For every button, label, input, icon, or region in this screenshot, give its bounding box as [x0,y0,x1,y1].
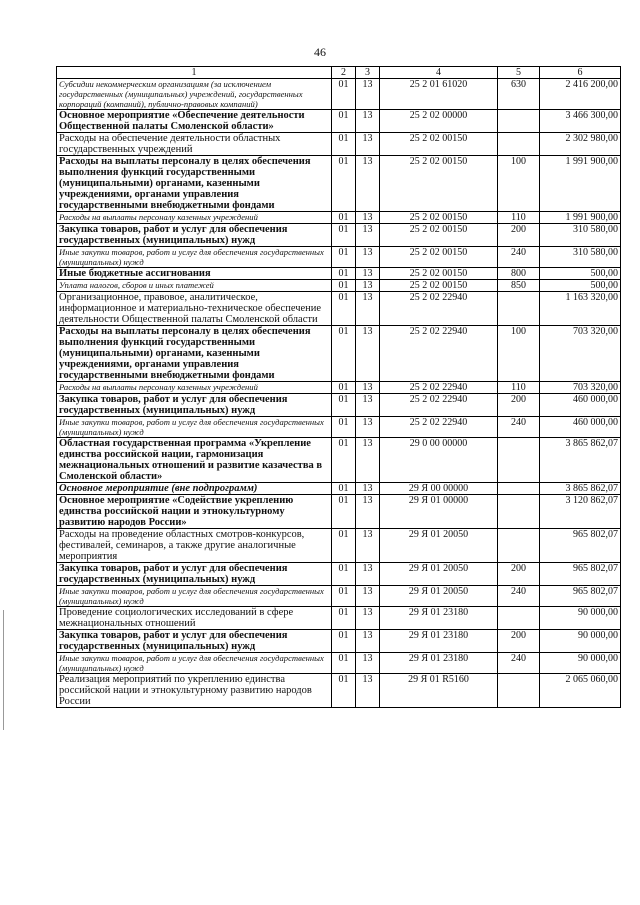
target-code-cell: 25 2 02 22940 [380,394,498,417]
amount-cell: 90 000,00 [540,630,621,653]
target-code-cell: 29 Я 00 00000 [380,483,498,495]
target-code-cell: 29 Я 01 23180 [380,653,498,674]
section-cell: 01 [332,133,356,156]
section-cell: 01 [332,438,356,483]
amount-cell: 703 320,00 [540,326,621,382]
budget-table-body [57,67,621,708]
budget-table [56,66,621,708]
subsection-cell: 13 [356,292,380,326]
row-name-cell: Иные закупки товаров, работ и услуг для обеспечения государственных (муниципальных) нужд [57,247,332,268]
amount-cell: 310 580,00 [540,224,621,247]
table-row [57,110,621,133]
expense-type-cell: 240 [498,653,540,674]
table-row [57,79,621,110]
section-cell: 01 [332,483,356,495]
expense-type-cell: 200 [498,394,540,417]
amount-cell: 965 802,07 [540,563,621,586]
expense-type-cell: 240 [498,417,540,438]
table-row [57,674,621,708]
expense-type-cell [498,292,540,326]
amount-cell: 500,00 [540,268,621,280]
row-name-cell: Расходы на выплаты персоналу в целях обеспечения выполнения функций государственными (муниципальными) органами, казенными учреждениями, органами управления государственными внебюджетными фондами [57,156,332,212]
row-name-cell: Расходы на выплаты персоналу казенных учреждений [57,382,332,394]
target-code-cell: 25 2 02 00150 [380,268,498,280]
section-cell: 01 [332,326,356,382]
row-name-cell: Закупка товаров, работ и услуг для обеспечения государственных (муниципальных) нужд [57,394,332,417]
table-row [57,326,621,382]
expense-type-cell: 800 [498,268,540,280]
expense-type-cell: 850 [498,280,540,292]
target-code-cell: 29 Я 01 20050 [380,586,498,607]
row-name-cell: Закупка товаров, работ и услуг для обеспечения государственных (муниципальных) нужд [57,563,332,586]
section-cell: 01 [332,268,356,280]
expense-type-cell [498,674,540,708]
amount-cell: 90 000,00 [540,653,621,674]
section-cell: 01 [332,212,356,224]
expense-type-cell: 100 [498,156,540,212]
column-header: 4 [380,67,498,79]
subsection-cell: 13 [356,156,380,212]
table-row [57,563,621,586]
row-name-cell: Основное мероприятие «Обеспечение деятельности Общественной палаты Смоленской области» [57,110,332,133]
row-name-cell: Основное мероприятие «Содействие укреплению единства российской нации и этнокультурному развитию народов России» [57,495,332,529]
column-header: 2 [332,67,356,79]
row-name-cell: Расходы на выплаты персоналу казенных учреждений [57,212,332,224]
expense-type-cell: 110 [498,212,540,224]
subsection-cell: 13 [356,224,380,247]
expense-type-cell [498,495,540,529]
target-code-cell: 25 2 02 22940 [380,417,498,438]
table-row [57,247,621,268]
expense-type-cell: 100 [498,326,540,382]
row-name-cell: Областная государственная программа «Укрепление единства российской нации, гармонизация межнациональных отношений и развитие казачества в Смоленской области» [57,438,332,483]
amount-cell: 3 466 300,00 [540,110,621,133]
subsection-cell: 13 [356,483,380,495]
amount-cell: 1 163 320,00 [540,292,621,326]
subsection-cell: 13 [356,394,380,417]
section-cell: 01 [332,79,356,110]
expense-type-cell: 200 [498,563,540,586]
row-name-cell: Субсидии некоммерческим организациям (за исключением государственных (муниципальных) учреждений, государственных корпораций (компаний), публично-правовых компаний) [57,79,332,110]
row-name-cell: Иные закупки товаров, работ и услуг для обеспечения государственных (муниципальных) нужд [57,586,332,607]
scan-edge-mark [3,610,4,730]
target-code-cell: 29 Я 01 23180 [380,607,498,630]
section-cell: 01 [332,382,356,394]
section-cell: 01 [332,110,356,133]
subsection-cell: 13 [356,212,380,224]
table-row [57,394,621,417]
subsection-cell: 13 [356,417,380,438]
table-row [57,224,621,247]
subsection-cell: 13 [356,110,380,133]
expense-type-cell: 200 [498,224,540,247]
section-cell: 01 [332,280,356,292]
amount-cell: 310 580,00 [540,247,621,268]
expense-type-cell [498,110,540,133]
subsection-cell: 13 [356,382,380,394]
amount-cell: 3 865 862,07 [540,483,621,495]
subsection-cell: 13 [356,326,380,382]
section-cell: 01 [332,529,356,563]
section-cell: 01 [332,224,356,247]
row-name-cell: Расходы на обеспечение деятельности областных государственных учреждений [57,133,332,156]
subsection-cell: 13 [356,268,380,280]
row-name-cell: Расходы на выплаты персоналу в целях обеспечения выполнения функций государственными (муниципальными) органами, казенными учреждениями, органами управления государственными внебюджетными фондами [57,326,332,382]
target-code-cell: 25 2 02 00150 [380,247,498,268]
amount-cell: 703 320,00 [540,382,621,394]
table-row [57,280,621,292]
target-code-cell: 25 2 02 00150 [380,156,498,212]
subsection-cell: 13 [356,438,380,483]
amount-cell: 2 065 060,00 [540,674,621,708]
table-row [57,133,621,156]
expense-type-cell: 630 [498,79,540,110]
table-row [57,268,621,280]
expense-type-cell [498,438,540,483]
target-code-cell: 25 2 02 22940 [380,292,498,326]
target-code-cell: 29 Я 01 20050 [380,563,498,586]
expense-type-cell: 240 [498,586,540,607]
column-header: 6 [540,67,621,79]
table-row [57,156,621,212]
target-code-cell: 25 2 02 00150 [380,224,498,247]
table-row [57,417,621,438]
table-row [57,212,621,224]
section-cell: 01 [332,247,356,268]
target-code-cell: 29 Я 01 00000 [380,495,498,529]
subsection-cell: 13 [356,79,380,110]
section-cell: 01 [332,563,356,586]
table-row [57,529,621,563]
target-code-cell: 25 2 02 22940 [380,326,498,382]
expense-type-cell [498,607,540,630]
row-name-cell: Расходы на проведение областных смотров-конкурсов, фестивалей, семинаров, а также другие аналогичные мероприятия [57,529,332,563]
column-header: 5 [498,67,540,79]
section-cell: 01 [332,394,356,417]
table-row [57,630,621,653]
row-name-cell: Уплата налогов, сборов и иных платежей [57,280,332,292]
amount-cell: 460 000,00 [540,394,621,417]
amount-cell: 460 000,00 [540,417,621,438]
subsection-cell: 13 [356,563,380,586]
target-code-cell: 25 2 02 00150 [380,133,498,156]
row-name-cell: Иные бюджетные ассигнования [57,268,332,280]
row-name-cell: Иные закупки товаров, работ и услуг для обеспечения государственных (муниципальных) нужд [57,417,332,438]
table-row [57,292,621,326]
section-cell: 01 [332,607,356,630]
expense-type-cell: 240 [498,247,540,268]
section-cell: 01 [332,630,356,653]
amount-cell: 1 991 900,00 [540,212,621,224]
amount-cell: 3 120 862,07 [540,495,621,529]
subsection-cell: 13 [356,653,380,674]
row-name-cell: Иные закупки товаров, работ и услуг для обеспечения государственных (муниципальных) нужд [57,653,332,674]
row-name-cell: Организационное, правовое, аналитическое, информационное и материально-техническое обеспечение деятельности Общественной палаты Смоленской области [57,292,332,326]
section-cell: 01 [332,417,356,438]
column-header: 1 [57,67,332,79]
amount-cell: 90 000,00 [540,607,621,630]
expense-type-cell [498,133,540,156]
target-code-cell: 29 0 00 00000 [380,438,498,483]
table-row [57,653,621,674]
target-code-cell: 25 2 02 00150 [380,212,498,224]
section-cell: 01 [332,156,356,212]
expense-type-cell [498,483,540,495]
row-name-cell: Закупка товаров, работ и услуг для обеспечения государственных (муниципальных) нужд [57,630,332,653]
amount-cell: 3 865 862,07 [540,438,621,483]
page-number: 46 [314,45,326,59]
amount-cell: 500,00 [540,280,621,292]
amount-cell: 2 302 980,00 [540,133,621,156]
amount-cell: 965 802,07 [540,529,621,563]
subsection-cell: 13 [356,607,380,630]
target-code-cell: 25 2 02 22940 [380,382,498,394]
column-header: 3 [356,67,380,79]
section-cell: 01 [332,653,356,674]
row-name-cell: Основное мероприятие (вне подпрограмм) [57,483,332,495]
amount-cell: 965 802,07 [540,586,621,607]
table-row [57,495,621,529]
subsection-cell: 13 [356,674,380,708]
target-code-cell: 29 Я 01 R5160 [380,674,498,708]
table-row [57,483,621,495]
target-code-cell: 25 2 01 61020 [380,79,498,110]
expense-type-cell: 110 [498,382,540,394]
target-code-cell: 25 2 02 00150 [380,280,498,292]
subsection-cell: 13 [356,247,380,268]
subsection-cell: 13 [356,495,380,529]
target-code-cell: 29 Я 01 23180 [380,630,498,653]
row-name-cell: Реализация мероприятий по укреплению единства российской нации и этнокультурному развитию народов России [57,674,332,708]
row-name-cell: Закупка товаров, работ и услуг для обеспечения государственных (муниципальных) нужд [57,224,332,247]
row-name-cell: Проведение социологических исследований в сфере межнациональных отношений [57,607,332,630]
subsection-cell: 13 [356,133,380,156]
subsection-cell: 13 [356,529,380,563]
section-cell: 01 [332,674,356,708]
section-cell: 01 [332,292,356,326]
subsection-cell: 13 [356,586,380,607]
section-cell: 01 [332,586,356,607]
expense-type-cell: 200 [498,630,540,653]
subsection-cell: 13 [356,630,380,653]
subsection-cell: 13 [356,280,380,292]
expense-type-cell [498,529,540,563]
header-row [57,67,621,79]
table-row [57,586,621,607]
table-row [57,438,621,483]
section-cell: 01 [332,495,356,529]
amount-cell: 1 991 900,00 [540,156,621,212]
amount-cell: 2 416 200,00 [540,79,621,110]
table-row [57,382,621,394]
target-code-cell: 25 2 02 00000 [380,110,498,133]
target-code-cell: 29 Я 01 20050 [380,529,498,563]
table-row [57,607,621,630]
